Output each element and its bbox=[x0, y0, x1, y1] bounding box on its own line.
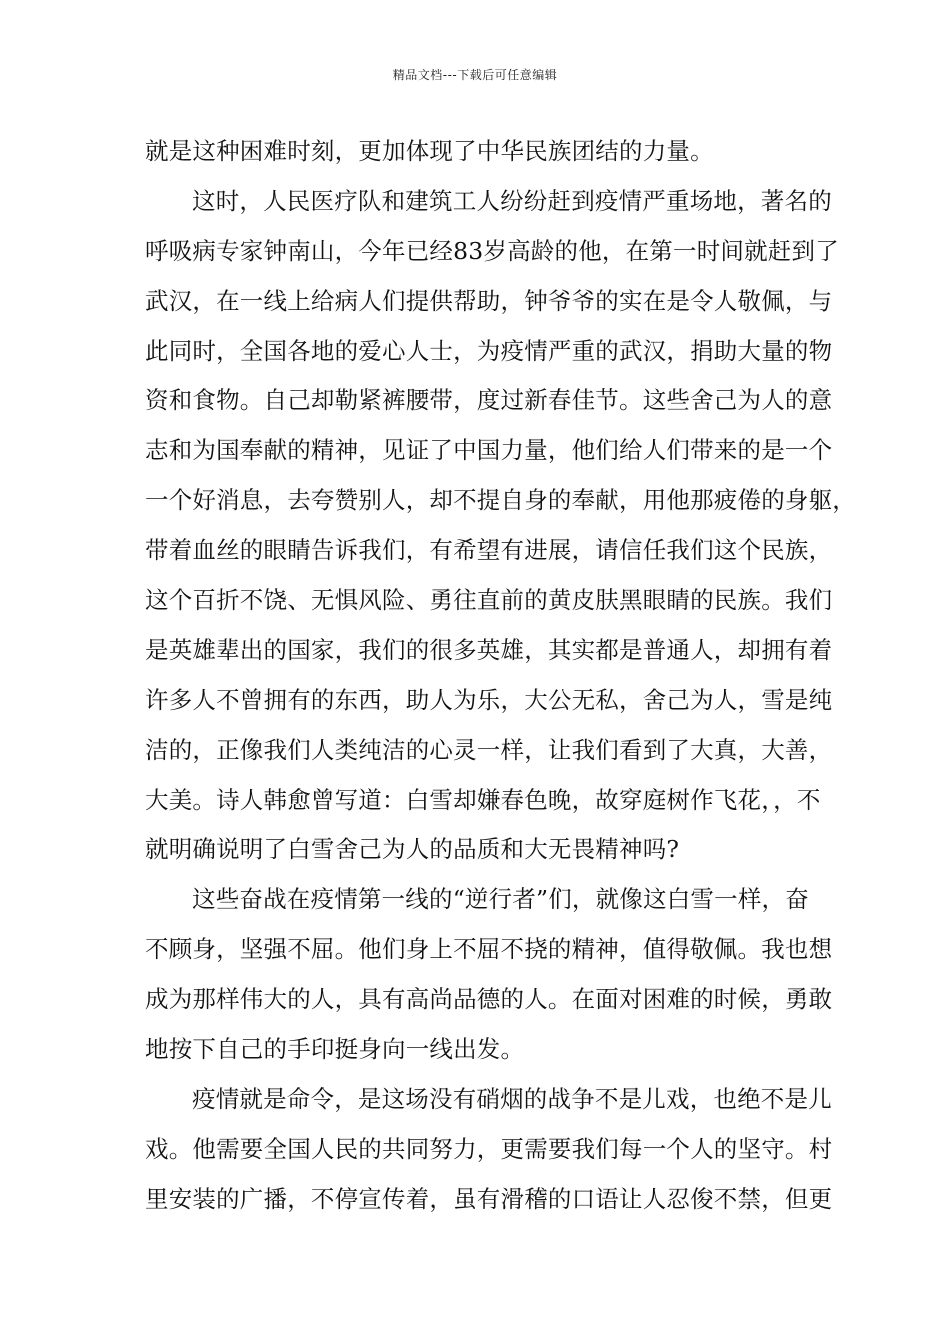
text-line: 疫情就是命令，是这场没有硝烟的战争不是儿戏，也绝不是儿 bbox=[192, 1084, 832, 1113]
text-line: 大美。诗人韩愈曾写道：白雪却嫌春色晚，故穿庭树作飞花，，不 bbox=[145, 785, 821, 814]
text-line: 洁的，正像我们人类纯洁的心灵一样，让我们看到了大真，大善， bbox=[145, 735, 833, 764]
text-line: 这个百折不饶、无惧风险、勇往直前的黄皮肤黑眼睛的民族。我们 bbox=[145, 586, 833, 615]
text-line: 呼吸病专家钟南山，今年已经83岁高龄的他，在第一时间就赶到了 bbox=[145, 236, 839, 265]
text-line: 成为那样伟大的人，具有高尚品德的人。在面对困难的时候，勇敢 bbox=[145, 985, 833, 1014]
text-line: 就是这种困难时刻，更加体现了中华民族团结的力量。 bbox=[145, 137, 714, 165]
text-line: 戏。他需要全国人民的共同努力，更需要我们每一个人的坚守。村 bbox=[145, 1134, 833, 1163]
text-line: 志和为国奉献的精神，见证了中国力量，他们给人们带来的是一个 bbox=[145, 436, 833, 465]
text-line: 资和食物。自己却勒紧裤腰带，度过新春佳节。这些舍己为人的意 bbox=[145, 386, 833, 415]
text-line: 一个好消息，去夸赞别人，却不提自身的奉献，用他那疲倦的身躯， bbox=[145, 486, 856, 515]
text-line: 里安装的广播，不停宣传着，虽有滑稽的口语让人忍俊不禁，但更 bbox=[145, 1184, 833, 1213]
text-line: 此同时，全国各地的爱心人士，为疫情严重的武汉，捐助大量的物 bbox=[145, 336, 833, 365]
text-line: 是英雄辈出的国家，我们的很多英雄，其实都是普通人，却拥有着 bbox=[145, 635, 833, 664]
text-line: 这时，人民医疗队和建筑工人纷纷赶到疫情严重场地，著名的 bbox=[192, 186, 832, 215]
text-line: 这些奋战在疫情第一线的“逆行者”们，就像这白雪一样，奋 bbox=[192, 885, 809, 914]
text-line: 就明确说明了白雪舍己为人的品质和大无畏精神吗? bbox=[145, 835, 680, 864]
text-line: 不顾身，坚强不屈。他们身上不屈不挠的精神，值得敬佩。我也想 bbox=[145, 935, 833, 964]
text-line: 带着血丝的眼睛告诉我们，有希望有进展，请信任我们这个民族， bbox=[145, 536, 833, 565]
text-line: 武汉，在一线上给病人们提供帮助，钟爷爷的实在是令人敬佩，与 bbox=[145, 286, 833, 315]
page-header: 精品文档---下载后可任意编辑 bbox=[392, 68, 558, 82]
text-line: 许多人不曾拥有的东西，助人为乐，大公无私，舍己为人，雪是纯 bbox=[145, 685, 833, 714]
text-line: 地按下自己的手印挺身向一线出发。 bbox=[145, 1035, 525, 1064]
document-body bbox=[145, 127, 856, 1225]
